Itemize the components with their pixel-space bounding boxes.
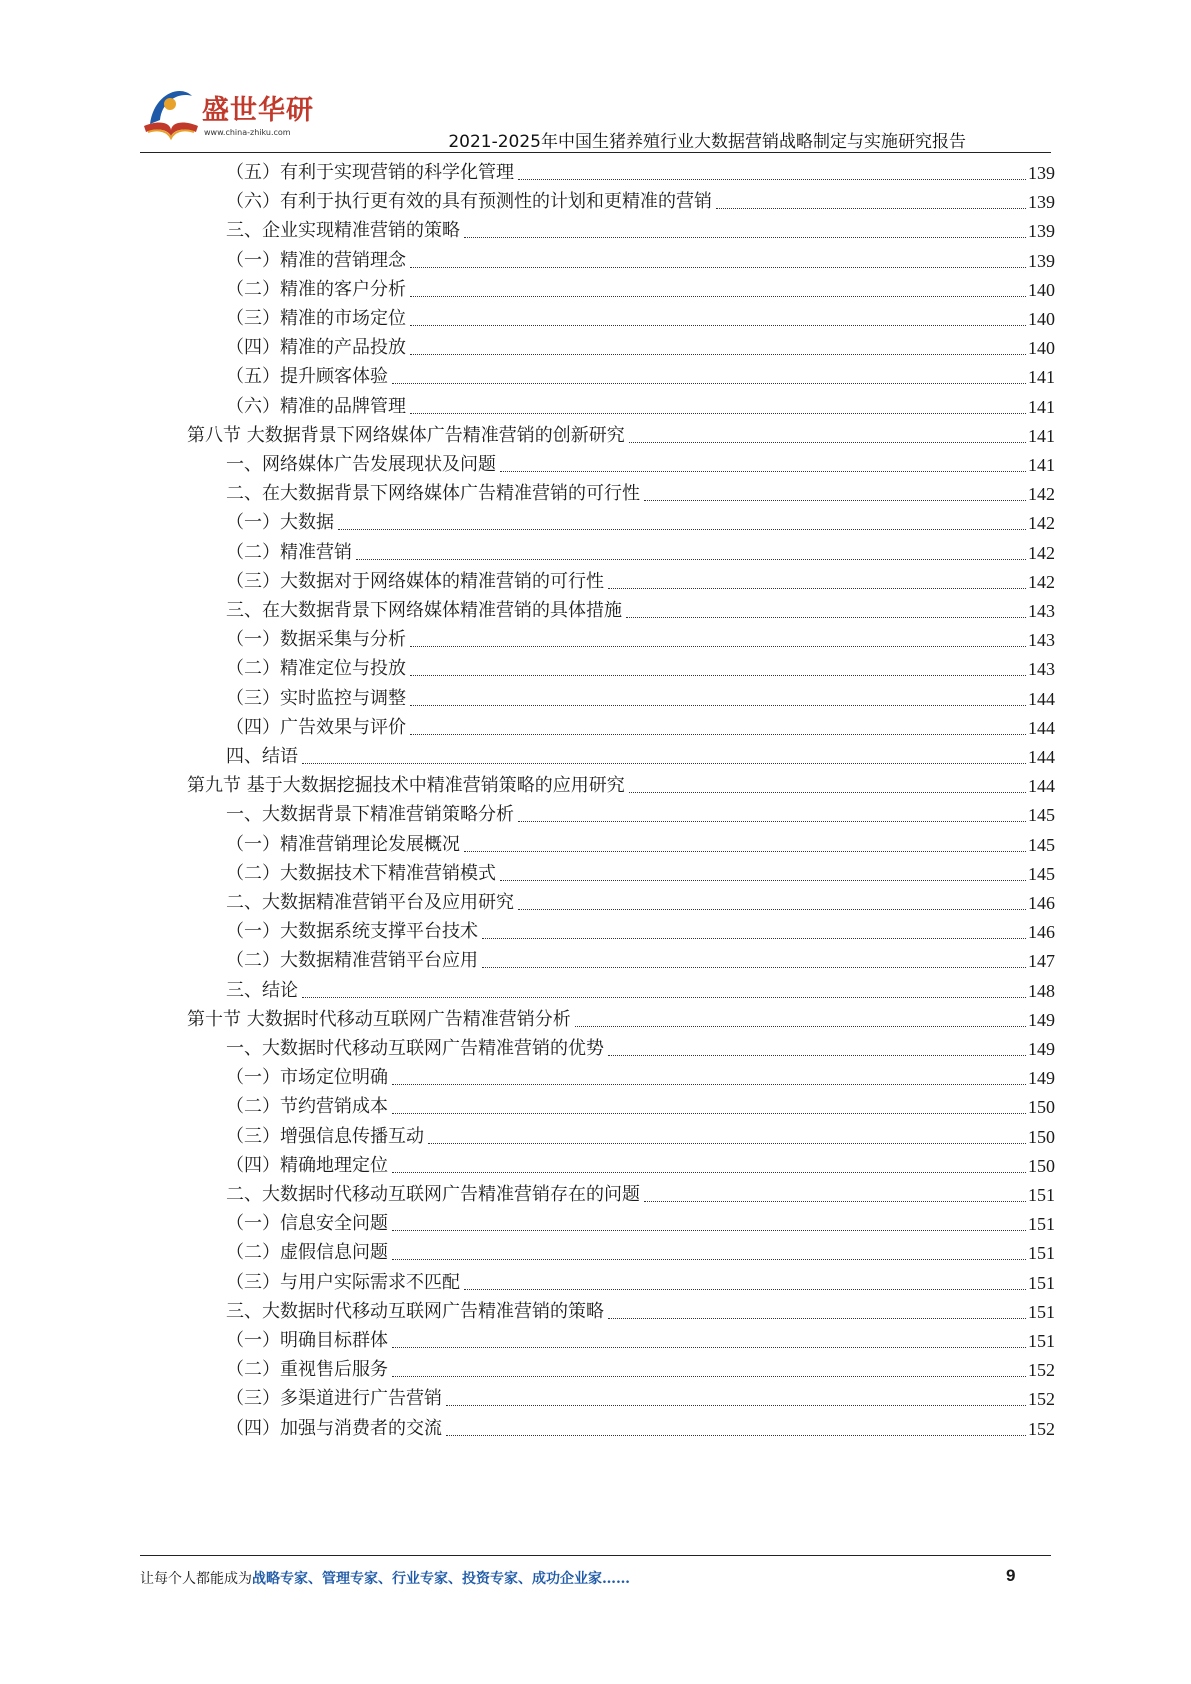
toc-leader-dots	[356, 559, 1026, 560]
toc-leader-dots	[629, 792, 1026, 793]
toc-leader-dots	[410, 267, 1026, 268]
toc-entry-label: （一）市场定位明确	[226, 1067, 388, 1089]
toc-entry-page: 142	[1028, 484, 1055, 505]
toc-entry-label: 一、大数据时代移动互联网广告精准营销的优势	[226, 1038, 604, 1059]
toc-leader-dots	[464, 851, 1026, 852]
toc-entry-page: 142	[1028, 542, 1055, 563]
toc-entry[interactable]	[226, 509, 1055, 537]
toc-entry[interactable]	[226, 1093, 1055, 1121]
footer-divider	[140, 1555, 1051, 1556]
toc-leader-dots	[410, 296, 1026, 297]
toc-entry[interactable]	[226, 1298, 1055, 1326]
toc-entry-page: 151	[1028, 1185, 1055, 1205]
toc-entry[interactable]	[226, 1123, 1055, 1151]
toc-entry-page: 145	[1028, 834, 1055, 855]
toc-entry[interactable]	[187, 772, 1055, 800]
toc-entry-label: （六）有利于执行更有效的具有预测性的计划和更精准的营销	[226, 191, 712, 213]
toc-entry-label: （四）精确地理定位	[226, 1154, 388, 1176]
toc-leader-dots	[392, 1172, 1026, 1173]
toc-entry-label: （一）数据采集与分析	[226, 629, 406, 651]
toc-entry-label: （三）实时监控与调整	[226, 687, 406, 709]
toc-entry-label: （五）提升顾客体验	[226, 366, 388, 388]
toc-entry-page: 139	[1028, 250, 1055, 271]
toc-entry[interactable]	[226, 363, 1055, 391]
toc-leader-dots	[392, 1347, 1026, 1348]
toc-entry-page: 140	[1028, 309, 1055, 329]
toc-leader-dots	[644, 500, 1026, 501]
company-logo	[140, 80, 340, 150]
toc-entry-page: 152	[1028, 1389, 1055, 1410]
toc-entry[interactable]	[226, 1152, 1055, 1180]
toc-leader-dots	[446, 1405, 1026, 1406]
toc-entry-page: 140	[1028, 279, 1055, 300]
toc-entry[interactable]	[226, 451, 1055, 479]
toc-entry[interactable]	[226, 1327, 1055, 1355]
toc-entry-page: 151	[1028, 1243, 1055, 1264]
toc-leader-dots	[626, 617, 1026, 618]
toc-entry[interactable]	[226, 1064, 1055, 1092]
toc-leader-dots	[338, 529, 1026, 530]
footer-slogan	[140, 1568, 630, 1588]
toc-entry-label: （一）精准营销理论发展概况	[226, 833, 460, 855]
toc-leader-dots	[500, 471, 1026, 472]
toc-entry-label: （四）精准的产品投放	[226, 337, 406, 359]
toc-leader-dots	[392, 1376, 1026, 1377]
toc-leader-dots	[608, 1318, 1026, 1319]
toc-entry-label: （三）大数据对于网络媒体的精准营销的可行性	[226, 570, 604, 592]
toc-leader-dots	[410, 413, 1026, 414]
toc-entry-page: 144	[1028, 776, 1055, 797]
toc-entry-page: 144	[1028, 747, 1055, 767]
toc-entry-page: 141	[1028, 455, 1055, 475]
toc-entry-page: 143	[1028, 659, 1055, 680]
toc-entry[interactable]	[226, 801, 1055, 829]
toc-entry-page: 139	[1028, 192, 1055, 213]
toc-entry-label: （三）精准的市场定位	[226, 308, 406, 329]
toc-entry[interactable]	[226, 305, 1055, 333]
toc-leader-dots	[410, 325, 1026, 326]
toc-entry[interactable]	[226, 685, 1055, 713]
toc-entry[interactable]	[226, 159, 1055, 187]
toc-entry-page: 143	[1028, 630, 1055, 651]
toc-entry-label: （一）大数据	[226, 512, 334, 534]
toc-entry-page: 143	[1028, 601, 1055, 621]
toc-entry[interactable]	[187, 422, 1055, 450]
toc-entry-page: 146	[1028, 893, 1055, 913]
toc-leader-dots	[608, 588, 1026, 589]
toc-entry-label: （四）加强与消费者的交流	[226, 1417, 442, 1439]
toc-entry[interactable]	[226, 889, 1055, 917]
toc-leader-dots	[518, 909, 1026, 910]
toc-entry-page: 141	[1028, 367, 1055, 388]
toc-entry-label: （一）明确目标群体	[226, 1330, 388, 1351]
toc-entry-label: （一）大数据系统支撑平台技术	[226, 921, 478, 943]
toc-entry[interactable]	[226, 626, 1055, 654]
page-header	[0, 0, 1191, 160]
toc-leader-dots	[410, 675, 1026, 676]
toc-entry[interactable]	[226, 1269, 1055, 1297]
toc-entry[interactable]	[226, 1035, 1055, 1063]
toc-entry[interactable]	[226, 860, 1055, 888]
toc-entry[interactable]	[226, 1210, 1055, 1238]
report-title: 2021-2025年中国生猪养殖行业大数据营销战略制定与实施研究报告	[448, 132, 966, 152]
toc-entry[interactable]	[226, 276, 1055, 304]
toc-entry-label: （一）信息安全问题	[226, 1213, 388, 1235]
toc-entry[interactable]	[187, 1006, 1055, 1034]
footer-prefix: 让每个人都能成为	[140, 1571, 252, 1587]
toc-leader-dots	[302, 997, 1026, 998]
toc-entry-label: 三、结论	[226, 979, 298, 1001]
toc-entry-page: 151	[1028, 1301, 1055, 1322]
toc-entry-label: （四）广告效果与评价	[226, 716, 406, 738]
toc-entry-label: （二）节约营销成本	[226, 1096, 388, 1118]
toc-leader-dots	[428, 1143, 1026, 1144]
toc-entry[interactable]	[226, 1239, 1055, 1267]
toc-leader-dots	[410, 354, 1026, 355]
toc-leader-dots	[464, 237, 1026, 238]
toc-entry-page: 151	[1028, 1272, 1055, 1293]
toc-entry[interactable]	[226, 1181, 1055, 1209]
toc-entry[interactable]	[226, 1415, 1055, 1443]
toc-entry[interactable]	[226, 714, 1055, 742]
page-number: 9	[1006, 1566, 1016, 1585]
toc-entry-label: 第八节 大数据背景下网络媒体广告精准营销的创新研究	[187, 424, 625, 446]
toc-entry-page: 145	[1028, 805, 1055, 826]
toc-leader-dots	[629, 442, 1026, 443]
toc-entry-page: 146	[1028, 922, 1055, 943]
toc-entry-label: （二）大数据技术下精准营销模式	[226, 862, 496, 884]
logo-emblem-icon	[140, 80, 202, 142]
toc-entry-label: 一、网络媒体广告发展现状及问题	[226, 454, 496, 475]
toc-leader-dots	[518, 179, 1026, 180]
toc-entry-page: 141	[1028, 425, 1055, 446]
toc-entry-page: 142	[1028, 571, 1055, 592]
toc-leader-dots	[446, 1435, 1026, 1436]
toc-entry-page: 152	[1028, 1360, 1055, 1381]
toc-entry-page: 139	[1028, 163, 1055, 183]
header-divider	[140, 152, 1051, 153]
toc-entry[interactable]	[226, 655, 1055, 683]
toc-entry-label: 二、大数据精准营销平台及应用研究	[226, 892, 514, 913]
toc-entry[interactable]	[226, 743, 1055, 771]
toc-leader-dots	[608, 1055, 1026, 1056]
toc-entry-page: 150	[1028, 1097, 1055, 1118]
toc-entry-page: 150	[1028, 1155, 1055, 1176]
toc-entry[interactable]	[226, 393, 1055, 421]
toc-entry-page: 151	[1028, 1331, 1055, 1351]
toc-leader-dots	[392, 1259, 1026, 1260]
toc-entry-label: 三、在大数据背景下网络媒体精准营销的具体措施	[226, 600, 622, 621]
toc-entry-label: （三）与用户实际需求不匹配	[226, 1271, 460, 1293]
toc-leader-dots	[410, 646, 1026, 647]
toc-entry-page: 148	[1028, 980, 1055, 1001]
toc-entry-label: 一、大数据背景下精准营销策略分析	[226, 804, 514, 826]
toc-leader-dots	[410, 705, 1026, 706]
toc-entry[interactable]	[226, 947, 1055, 975]
toc-entry-page: 152	[1028, 1418, 1055, 1439]
toc-entry-label: 二、大数据时代移动互联网广告精准营销存在的问题	[226, 1184, 640, 1205]
toc-leader-dots	[644, 1201, 1026, 1202]
toc-entry[interactable]	[226, 831, 1055, 859]
toc-leader-dots	[392, 1113, 1026, 1114]
toc-leader-dots	[392, 1084, 1026, 1085]
toc-entry[interactable]	[226, 247, 1055, 275]
toc-entry[interactable]	[226, 1356, 1055, 1384]
toc-entry-label: （二）精准的客户分析	[226, 278, 406, 300]
toc-leader-dots	[482, 938, 1026, 939]
toc-entry-label: （三）增强信息传播互动	[226, 1125, 424, 1147]
toc-entry-page: 139	[1028, 221, 1055, 242]
toc-entry-label: （二）重视售后服务	[226, 1359, 388, 1381]
toc-leader-dots	[302, 763, 1026, 764]
toc-entry-label: 第九节 基于大数据挖掘技术中精准营销策略的应用研究	[187, 775, 625, 797]
toc-entry-label: 四、结语	[226, 746, 298, 767]
toc-leader-dots	[518, 821, 1026, 822]
toc-entry[interactable]	[226, 977, 1055, 1005]
toc-entry-page: 149	[1028, 1068, 1055, 1089]
toc-leader-dots	[482, 967, 1026, 968]
toc-entry[interactable]	[226, 334, 1055, 362]
toc-entry-label: 二、在大数据背景下网络媒体广告精准营销的可行性	[226, 483, 640, 505]
toc-entry-page: 141	[1028, 396, 1055, 417]
logo-text: 盛世华研	[202, 95, 314, 126]
footer-highlight: 战略专家、管理专家、行业专家、投资专家、成功企业家……	[252, 1571, 630, 1587]
toc-entry[interactable]	[226, 188, 1055, 216]
toc-entry-page: 144	[1028, 688, 1055, 709]
toc-entry-label: 第十节 大数据时代移动互联网广告精准营销分析	[187, 1008, 571, 1030]
toc-entry-label: （二）大数据精准营销平台应用	[226, 950, 478, 972]
toc-leader-dots	[575, 1026, 1026, 1027]
toc-entry-label: 三、企业实现精准营销的策略	[226, 220, 460, 242]
toc-entry[interactable]	[226, 597, 1055, 625]
toc-leader-dots	[716, 208, 1026, 209]
toc-entry-label: （二）精准定位与投放	[226, 658, 406, 680]
toc-entry-label: （二）精准营销	[226, 541, 352, 563]
toc-entry-label: （六）精准的品牌管理	[226, 395, 406, 417]
toc-leader-dots	[392, 383, 1026, 384]
toc-leader-dots	[500, 880, 1026, 881]
toc-entry[interactable]	[226, 539, 1055, 567]
toc-entry-page: 150	[1028, 1126, 1055, 1147]
toc-entry[interactable]	[226, 568, 1055, 596]
logo-url: www.china-zhiku.com	[204, 128, 291, 137]
toc-entry-page: 149	[1028, 1009, 1055, 1030]
toc-entry-label: （三）多渠道进行广告营销	[226, 1388, 442, 1410]
toc-entry-page: 140	[1028, 338, 1055, 359]
toc-entry-page: 151	[1028, 1214, 1055, 1235]
toc-leader-dots	[392, 1230, 1026, 1231]
toc-entry-label: 三、大数据时代移动互联网广告精准营销的策略	[226, 1300, 604, 1322]
toc-entry-label: （二）虚假信息问题	[226, 1242, 388, 1264]
toc-entry[interactable]	[226, 217, 1055, 245]
toc-entry-page: 142	[1028, 513, 1055, 534]
toc-entry[interactable]	[226, 1385, 1055, 1413]
toc-entry-label: （五）有利于实现营销的科学化管理	[226, 162, 514, 183]
toc-entry-label: （一）精准的营销理念	[226, 249, 406, 271]
toc-entry[interactable]	[226, 480, 1055, 508]
toc-entry[interactable]	[226, 918, 1055, 946]
toc-leader-dots	[464, 1289, 1026, 1290]
toc-entry-page: 149	[1028, 1039, 1055, 1059]
toc-entry-page: 144	[1028, 717, 1055, 738]
toc-entry-page: 145	[1028, 863, 1055, 884]
toc-leader-dots	[410, 734, 1026, 735]
toc-entry-page: 147	[1028, 951, 1055, 972]
